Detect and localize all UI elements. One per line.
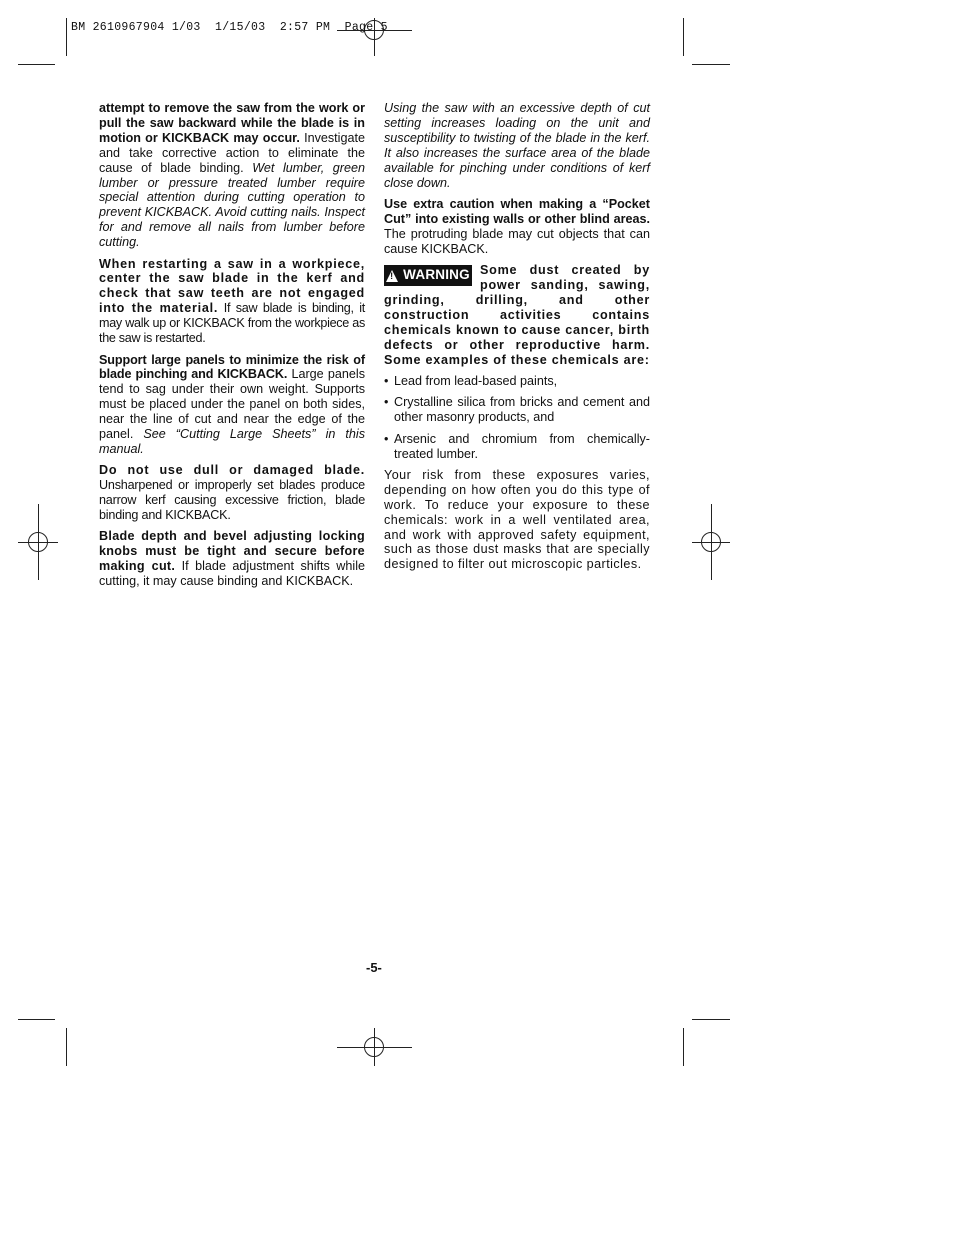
paragraph-locking-knobs xyxy=(99,529,365,589)
bold-text: Support large panels to minimize the risk of blade pinching and KICKBACK. xyxy=(99,352,365,382)
paragraph-large-panels xyxy=(99,353,365,457)
warning-triangle-icon: ! xyxy=(386,270,398,282)
paragraph-exposure-risk: Your risk from these exposures varies, depending on how often you do this type of work. To reduce your exposure to these chemicals: work in a well ventilated area, and work with approved safety equipment, such as those dust masks that are specially designed to filter out microscopic particles. xyxy=(384,467,650,572)
bold-text: attempt to remove the saw from the work or pull the saw backward while the blade is in motion or KICKBACK may occur. xyxy=(99,101,365,145)
crop-mark xyxy=(18,64,55,65)
crop-mark xyxy=(692,64,730,65)
body-text: Investigate and take corrective action to eliminate the cause of blade binding. xyxy=(99,130,365,175)
paragraph-kickback-backward xyxy=(99,101,365,250)
paragraph-excessive-depth: Using the saw with an excessive depth of cut setting increases loading on the unit and susceptibility to twisting of the blade in the kerf. It also increases the surface area of the blade available for pinching under conditions of kerf close down. xyxy=(384,101,650,190)
paragraph-pocket-cut xyxy=(384,197,650,257)
crop-mark xyxy=(18,1019,55,1020)
chemical-list xyxy=(384,374,650,462)
list-item: • Lead from lead-based paints, xyxy=(384,374,650,389)
right-column xyxy=(384,101,650,579)
bold-text: Do not use dull or damaged blade. xyxy=(99,463,365,478)
paragraph-dull-blade xyxy=(99,463,365,523)
body-text: If saw blade is binding, it may walk up or KICKBACK from the workpiece as the saw is restarted. xyxy=(99,301,365,346)
crop-mark xyxy=(692,1019,730,1020)
warning-label: WARNING xyxy=(403,267,470,283)
crop-mark xyxy=(683,1028,684,1066)
list-item: • Crystalline silica from bricks and cement and other masonry products, and xyxy=(384,395,650,425)
warning-text: Some dust created by power sanding, sawing, grinding, drilling, and other construction activities contains chemicals known to cause cancer, birth defects or other reproductive harm. Some examples of these chemicals are: xyxy=(384,263,650,367)
left-column xyxy=(99,101,365,596)
page-number: -5- xyxy=(366,960,382,975)
bold-text: Use extra caution when making a “Pocket Cut” into existing walls or other blind areas. xyxy=(384,196,650,226)
bold-text: When restarting a saw in a workpiece, center the saw blade in the kerf and check that saw teeth are not engaged into the material. xyxy=(99,256,365,316)
italic-text: Wet lumber, green lumber or pressure treated lumber require special attention during cutting operation to prevent KICKBACK. Avoid cutting nails. Inspect for and remove all nails from lumber before cutting. xyxy=(99,160,365,250)
body-text: If blade adjustment shifts while cutting, it may cause binding and KICKBACK. xyxy=(99,559,365,589)
bold-text: Blade depth and bevel adjusting locking knobs must be tight and secure before making cut. xyxy=(99,529,365,574)
warning-paragraph xyxy=(384,263,650,367)
body-text: Unsharpened or improperly set blades produce narrow kerf causing excessive friction, blade binding and KICKBACK. xyxy=(99,478,365,523)
crop-mark xyxy=(66,1028,67,1066)
italic-text: See “Cutting Large Sheets” in this manual. xyxy=(99,427,365,456)
warning-badge xyxy=(384,265,472,286)
crop-mark xyxy=(66,18,67,56)
paragraph-restarting-saw xyxy=(99,257,365,346)
print-slug: BM 2610967904 1/03 1/15/03 2:57 PM Page 5 xyxy=(71,21,388,34)
list-item: • Arsenic and chromium from chemically-treated lumber. xyxy=(384,432,650,462)
crop-mark xyxy=(683,18,684,56)
body-text: The protruding blade may cut objects that can cause KICKBACK. xyxy=(384,226,650,256)
body-text: Large panels tend to sag under their own weight. Supports must be placed under the panel on both sides, near the line of cut and near the edge of the panel. xyxy=(99,367,365,442)
